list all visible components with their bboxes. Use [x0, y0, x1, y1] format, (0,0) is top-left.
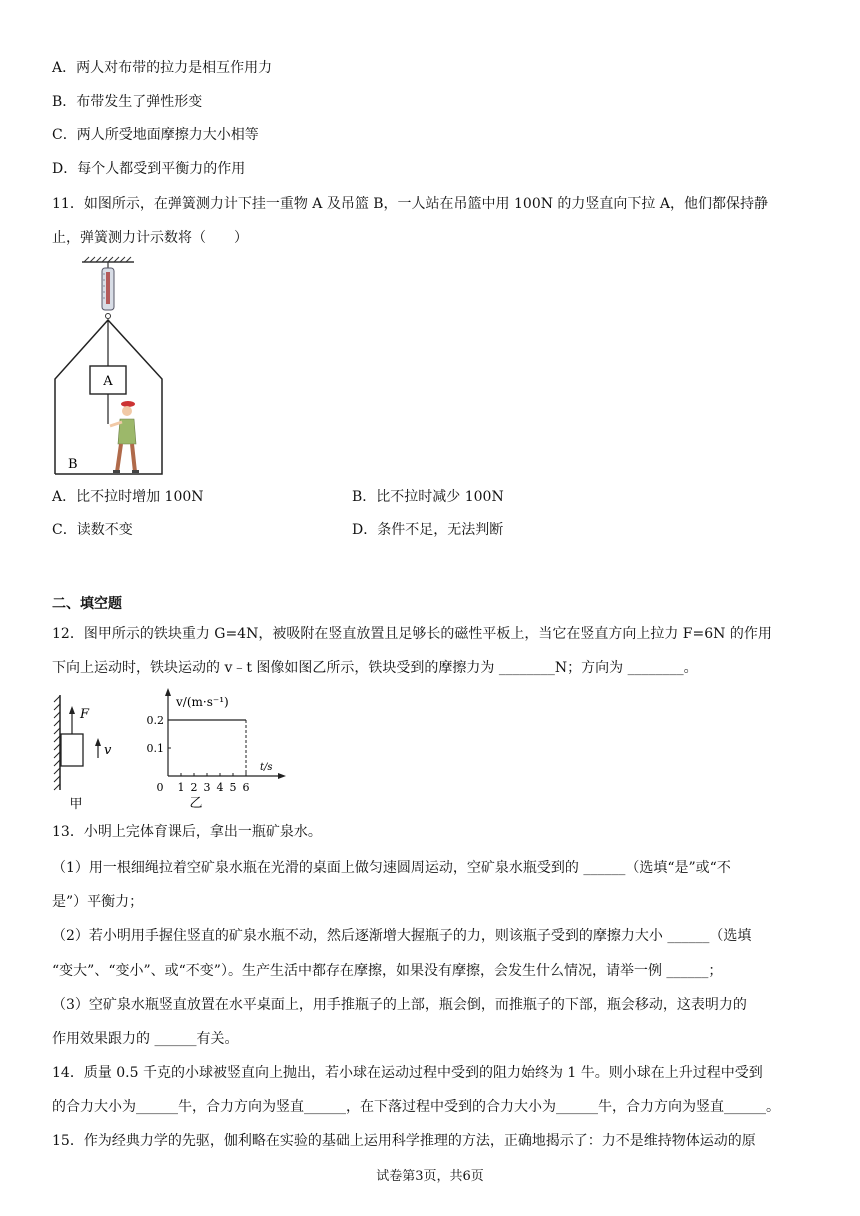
person-icon	[110, 401, 139, 473]
y-tick-label: 0.2	[146, 714, 164, 727]
q15-line1: 15．作为经典力学的先驱，伽利略在实验的基础上运用科学推理的方法，正确地揭示了：力不是维持物体运动的原	[52, 1133, 756, 1149]
q11-figure	[50, 254, 170, 479]
q11-stem-line1: 11．如图所示，在弹簧测力计下挂一重物 A 及吊篮 B，一人站在吊篮中用 100N 的力竖直向下拉 A，他们都保持静	[52, 196, 768, 212]
label-b: B	[68, 457, 78, 472]
q13-stem: 13．小明上完体育课后，拿出一瓶矿泉水。	[52, 824, 322, 840]
q11-option-d: D．条件不足，无法判断	[352, 522, 504, 538]
q13-p3-line2: 作用效果跟力的 ______有关。	[52, 1031, 239, 1047]
page-footer: 试卷第3页，共6页	[376, 1169, 484, 1184]
origin-label: 0	[156, 781, 164, 794]
spring-scale-icon	[102, 268, 114, 310]
q11-stem-line2: 止，弹簧测力计示数将（ ）	[52, 230, 248, 246]
q14-line1: 14．质量 0.5 千克的小球被竖直向上抛出，若小球在运动过程中受到的阻力始终为 1 牛。则小球在上升过程中受到	[52, 1065, 763, 1081]
q11-option-c: C．读数不变	[52, 522, 133, 538]
x-tick-label: 4	[216, 781, 224, 794]
x-tick-label: 3	[203, 781, 211, 794]
q11-option-a: A．比不拉时增加 100N	[52, 489, 204, 505]
caption-jia: 甲	[69, 797, 83, 810]
q13-p2-line2: “变大”、“变小”、或“不变”）。生产生活中都存在摩擦，如果没有摩擦，会发生什么情况，请举一例 ______；	[52, 963, 723, 979]
x-tick-label: 5	[229, 781, 237, 794]
q13-p1-line1: （1）用一根细绳拉着空矿泉水瓶在光滑的桌面上做匀速圆周运动，空矿泉水瓶受到的 ______（选填“是”或“不	[52, 860, 731, 876]
q11-option-b: B．比不拉时减少 100N	[352, 489, 504, 505]
section-title: 二、填空题	[52, 596, 122, 612]
x-axis-label: t/s	[260, 762, 273, 773]
q13-p1-line2: 是”）平衡力；	[52, 894, 144, 910]
q12-line2: 下向上运动时，铁块运动的 v﹣t 图像如图乙所示，铁块受到的摩擦力为 ________N；方向为 ________。	[52, 660, 698, 676]
y-tick-label: 0.1	[146, 742, 164, 755]
iron-block	[61, 734, 83, 766]
q10-option-d: D．每个人都受到平衡力的作用	[52, 161, 246, 177]
q10-option-b: B．布带发生了弹性形变	[52, 94, 203, 110]
x-tick-label: 1	[177, 781, 185, 794]
velocity-label: v	[104, 743, 112, 758]
q12-figure-yi-chart	[140, 686, 290, 814]
q14-line2: 的合力大小为______牛，合力方向为竖直______，在下落过程中受到的合力大小为______牛，合力方向为竖直______。	[52, 1099, 780, 1115]
q10-option-c: C．两人所受地面摩擦力大小相等	[52, 127, 259, 143]
x-tick-label: 2	[190, 781, 198, 794]
q13-p2-line1: （2）若小明用手握住竖直的矿泉水瓶不动，然后逐渐增大握瓶子的力，则该瓶子受到的摩擦力大小 ______（选填	[52, 928, 752, 944]
x-tick-label: 6	[242, 781, 250, 794]
label-a: A	[103, 374, 113, 389]
q10-option-a: A．两人对布带的拉力是相互作用力	[52, 60, 273, 76]
force-label: F	[80, 707, 90, 722]
caption-yi: 乙	[189, 796, 203, 811]
q13-p3-line1: （3）空矿泉水瓶竖直放置在水平桌面上，用手推瓶子的上部，瓶会倒，而推瓶子的下部，瓶会移动，这表明力的	[52, 997, 747, 1013]
y-axis-label: v/(m·s⁻¹)	[176, 695, 229, 709]
q12-line1: 12．图甲所示的铁块重力 G=4N，被吸附在竖直放置且足够长的磁性平板上，当它在竖直方向上拉力 F=6N 的作用	[52, 626, 772, 642]
q12-figure-jia	[50, 690, 130, 810]
